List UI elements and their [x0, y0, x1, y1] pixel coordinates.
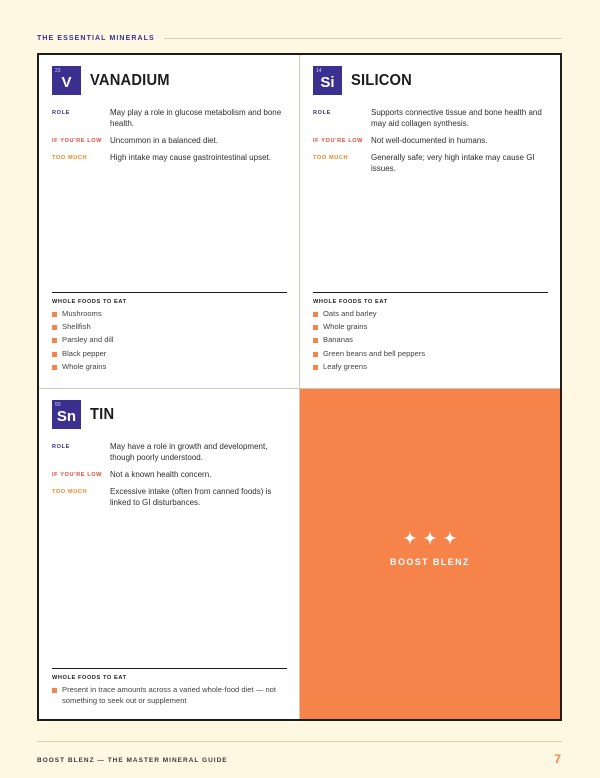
- square-bullet-icon: [52, 338, 57, 343]
- low-row: [313, 135, 548, 146]
- low-label: IF YOU'RE LOW: [313, 138, 364, 144]
- square-bullet-icon: [52, 352, 57, 357]
- element-heading: [52, 66, 177, 95]
- square-bullet-icon: [52, 325, 57, 330]
- food-item: Leafy greens: [313, 362, 548, 373]
- low-row: [52, 469, 287, 480]
- section-title: THE ESSENTIAL MINERALS: [37, 34, 155, 42]
- square-bullet-icon: [313, 325, 318, 330]
- element-symbol: Si: [320, 74, 335, 91]
- square-bullet-icon: [313, 338, 318, 343]
- foods-section: [52, 292, 287, 375]
- low-row: [52, 135, 287, 146]
- mineral-card-tin: [39, 389, 300, 719]
- role-label: ROLE: [313, 110, 331, 116]
- low-label: IF YOU'RE LOW: [52, 472, 103, 478]
- element-heading: [313, 66, 417, 95]
- low-text: Uncommon in a balanced diet.: [110, 136, 219, 145]
- foods-divider: [313, 292, 548, 293]
- square-bullet-icon: [313, 365, 318, 370]
- element-symbol: Sn: [56, 408, 77, 425]
- square-bullet-icon: [313, 352, 318, 357]
- too-much-label: TOO MUCH: [52, 489, 88, 495]
- element-name: VANADIUM: [90, 71, 170, 89]
- too-much-label: TOO MUCH: [52, 155, 88, 161]
- role-row: [52, 441, 287, 463]
- sparkle-icon: [403, 531, 417, 545]
- too-much-row: [313, 152, 548, 174]
- mineral-info: [52, 107, 287, 169]
- mineral-info: [52, 441, 287, 514]
- food-item: Whole grains: [52, 362, 287, 373]
- low-text: Not well-documented in humans.: [371, 136, 488, 145]
- atomic-number: 50: [55, 402, 61, 408]
- header-divider: [164, 38, 562, 39]
- element-heading: [52, 400, 116, 429]
- foods-divider: [52, 668, 287, 669]
- too-much-text: Excessive intake (often from canned foods) is linked to GI disturbances.: [110, 487, 272, 507]
- page-number: 7: [554, 752, 561, 766]
- food-item: Shellfish: [52, 322, 287, 333]
- role-label: ROLE: [52, 110, 70, 116]
- square-bullet-icon: [52, 312, 57, 317]
- low-label: IF YOU'RE LOW: [52, 138, 103, 144]
- brand-panel: [300, 389, 560, 719]
- mineral-card-vanadium: [39, 55, 300, 389]
- role-row: [52, 107, 287, 129]
- low-text: Not a known health concern.: [110, 470, 212, 479]
- foods-title: WHOLE FOODS TO EAT: [313, 299, 388, 305]
- atomic-number: 23: [55, 68, 61, 74]
- sparkle-icon: [423, 531, 437, 545]
- square-bullet-icon: [313, 312, 318, 317]
- footer-title: BOOST BLENZ — THE MASTER MINERAL GUIDE: [37, 757, 228, 764]
- role-label: ROLE: [52, 444, 70, 450]
- element-tile: [52, 66, 81, 95]
- atomic-number: 14: [316, 68, 322, 74]
- food-item: Black pepper: [52, 349, 287, 360]
- element-name: SILICON: [351, 71, 412, 89]
- foods-divider: [52, 292, 287, 293]
- role-text: Supports connective tissue and bone health and may aid collagen synthesis.: [371, 108, 542, 128]
- square-bullet-icon: [52, 688, 57, 693]
- element-tile: [52, 400, 81, 429]
- foods-title: WHOLE FOODS TO EAT: [52, 675, 127, 681]
- sparkle-group: [300, 531, 560, 545]
- food-item: Bananas: [313, 335, 548, 346]
- food-item: Parsley and dill: [52, 335, 287, 346]
- role-text: May have a role in growth and development, though poorly understood.: [110, 442, 268, 462]
- food-item: Green beans and bell peppers: [313, 349, 548, 360]
- page-footer: [37, 741, 562, 766]
- foods-section: [52, 668, 287, 709]
- square-bullet-icon: [52, 365, 57, 370]
- brand-name: BOOST BLENZ: [390, 557, 470, 567]
- element-symbol: V: [61, 74, 72, 91]
- sparkle-icon: [443, 531, 457, 545]
- too-much-text: Generally safe; very high intake may cause GI issues.: [371, 153, 535, 173]
- foods-section: [313, 292, 548, 375]
- element-tile: [313, 66, 342, 95]
- role-row: [313, 107, 548, 129]
- element-name: TIN: [90, 405, 115, 423]
- too-much-label: TOO MUCH: [313, 155, 349, 161]
- too-much-row: [52, 152, 287, 163]
- mineral-card-silicon: [300, 55, 560, 389]
- food-item: Mushrooms: [52, 309, 287, 320]
- role-text: May play a role in glucose metabolism and bone health.: [110, 108, 282, 128]
- too-much-text: High intake may cause gastrointestinal upset.: [110, 153, 271, 162]
- food-item: Whole grains: [313, 322, 548, 333]
- too-much-row: [52, 486, 287, 508]
- minerals-grid: [37, 53, 562, 721]
- food-item: Oats and barley: [313, 309, 548, 320]
- food-item: Present in trace amounts across a varied whole-food diet — not something to seek out or supplement: [52, 685, 287, 706]
- mineral-info: [313, 107, 548, 180]
- page-header: [37, 33, 562, 43]
- brand-block: [300, 531, 560, 567]
- foods-title: WHOLE FOODS TO EAT: [52, 299, 127, 305]
